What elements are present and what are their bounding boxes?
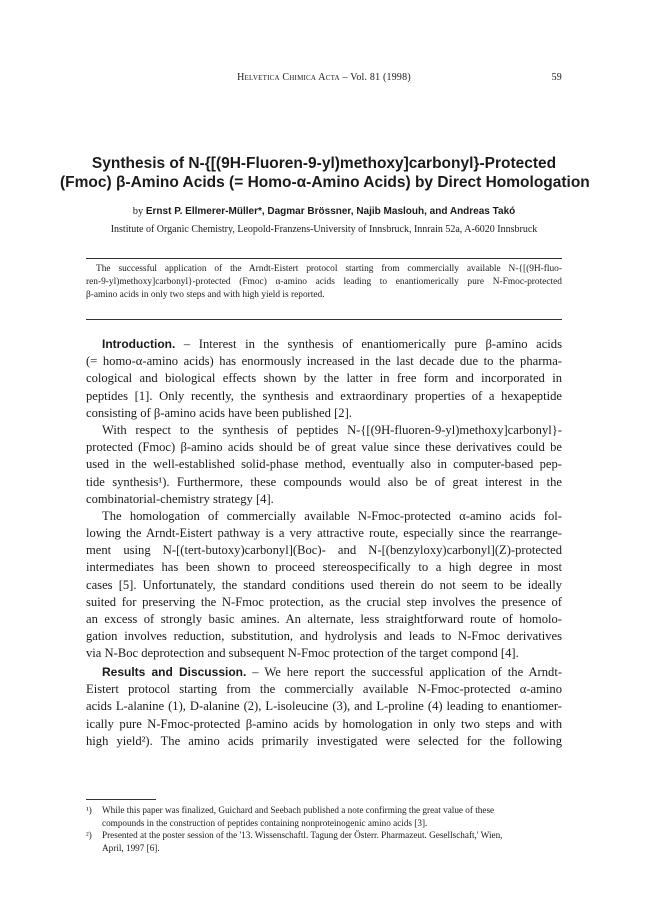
paragraph-line: peptides [1]. Only recently, the synthesis and extraordinary properties of a hexapeptide xyxy=(86,388,562,403)
introduction-section xyxy=(86,336,562,663)
abstract-line: The successful application of the Arndt-Eistert protocol starting from commercially available N-{[(9H-fluo- xyxy=(96,264,562,274)
paragraph-line: With respect to the synthesis of peptides N-{[(9H-fluoren-9-yl)methoxy]carbonyl}- xyxy=(102,422,562,437)
paragraph-line: used in the well-established solid-phase method, eventually also in computer-based pep- xyxy=(86,457,562,472)
paragraph-line: gation involves reduction, substitution, and hydrolysis and leads to N-Fmoc derivatives xyxy=(86,629,562,644)
paragraph-line: an excess of strongly basic amines. An alternate, less straightforward route of homolo- xyxy=(86,612,562,626)
results-section xyxy=(86,664,562,750)
paragraph-line: lowing the Arndt-Eistert pathway is a very attractive route, especially since the rearrange- xyxy=(86,526,562,541)
paragraph-line: ically pure N-Fmoc-protected β-amino acids by homologation in only two steps and with xyxy=(86,716,562,731)
paragraph-line: suited for preserving the N-Fmoc protection, as the crucial step involves the presence of xyxy=(86,594,562,609)
paragraph-line: – We here report the successful application of the Arndt- xyxy=(252,665,563,679)
paragraph-line: cases [5]. Unfortunately, the standard conditions used therein do not seem to be ideally xyxy=(86,577,562,592)
paragraph-line: via N-Boc deprotection and subsequent N-Fmoc protection of the target compond [4]. xyxy=(86,646,519,661)
page-number: 59 xyxy=(551,72,562,83)
footnote-2 xyxy=(86,829,562,854)
footnote-rule xyxy=(86,799,156,800)
paragraph-line: intermediates has been shown to proceed stereospecifically to a high degree in most xyxy=(86,560,562,575)
results-heading: Results and Discussion. xyxy=(102,665,247,679)
footnote-mark: ²) xyxy=(86,830,92,841)
author-prefix: by xyxy=(132,206,144,217)
journal-name: Helvetica Chimica Acta xyxy=(237,72,340,83)
intro-first-line xyxy=(86,336,562,353)
footnote-mark: ¹) xyxy=(86,805,92,815)
abstract-line: ren-9-yl)methoxy]carbonyl}-protected (Fmoc) α-amino acids leading to enantiomerically pure N-Fmoc-protected xyxy=(86,277,562,287)
paragraph-line: (= homo-α-amino acids) has enormously increased in the last decade due to the pharma- xyxy=(86,354,562,369)
paragraph-line: combinatorial-chemistry strategy [4]. xyxy=(86,491,274,506)
paragraph-line: cological and biological effects shown by the latter in free form and incorporated in xyxy=(86,371,562,386)
paragraph-line: – Interest in the synthesis of enantiomerically pure β-amino acids xyxy=(183,337,563,351)
results-first-line xyxy=(86,664,562,681)
paragraph-line: acids L-alanine (1), D-alanine (2), L-isoleucine (3), and L-proline (4) leading to enantiomer- xyxy=(86,699,562,714)
abstract-line: β-amino acids in only two steps and with high yield is reported. xyxy=(86,290,325,300)
author-names: Ernst P. Ellmerer-Müller*, Dagmar Brössner, Najib Maslouh, and Andreas Takó xyxy=(145,206,516,217)
introduction-heading: Introduction. xyxy=(102,337,176,351)
footnote-line: compounds in the construction of peptides containing nonproteinogenic amino acids [3]. xyxy=(102,817,428,828)
paragraph-line: protected (Fmoc) β-amino acids should be of great value since these derivatives could be xyxy=(86,440,562,455)
footnotes xyxy=(86,804,562,854)
abstract-top-rule xyxy=(86,258,562,259)
paragraph-line: tide synthesis¹). Furthermore, these compounds would also be of great interest in the xyxy=(86,474,562,489)
paragraph-line: ment using N-[(tert-butoxy)carbonyl](Boc)- and N-[(benzyloxy)carbonyl](Z)-protected xyxy=(86,543,562,558)
journal-volume: – Vol. 81 (1998) xyxy=(342,72,411,83)
footnote-line: While this paper was finalized, Guichard and Seebach published a note confirming the great value of these xyxy=(102,805,495,815)
footnote-line: Presented at the poster session of the '13. Wissenschaftl. Tagung der Österr. Pharmazeut. Gesellschaft,' Wien, xyxy=(102,830,503,841)
abstract xyxy=(86,263,562,302)
author-line xyxy=(60,206,588,217)
running-header xyxy=(86,72,562,83)
title-line-1: Synthesis of N-{[(9H-Fluoren-9-yl)methoxy]carbonyl}-Protected xyxy=(91,155,557,172)
paragraph-line: The homologation of commercially available N-Fmoc-protected α-amino acids fol- xyxy=(102,508,562,523)
paragraph-line: consisting of β-amino acids have been published [2]. xyxy=(86,405,352,420)
paragraph-line: high yield²). The amino acids primarily investigated were selected for the following xyxy=(86,733,562,748)
title-line-2: (Fmoc) β-Amino Acids (= Homo-α-Amino Acids) by Direct Homologation xyxy=(60,174,590,191)
affiliation: Institute of Organic Chemistry, Leopold-Franzens-University of Innsbruck, Innrain 52a, A-6020 Innsbruck xyxy=(110,224,538,235)
paragraph-line: Eistert protocol starting from the commercially available N-Fmoc-protected α-amino xyxy=(86,682,562,697)
article-title xyxy=(60,154,588,192)
footnote-line: April, 1997 [6]. xyxy=(102,842,160,853)
abstract-bottom-rule xyxy=(86,319,562,320)
footnote-1 xyxy=(86,804,562,829)
